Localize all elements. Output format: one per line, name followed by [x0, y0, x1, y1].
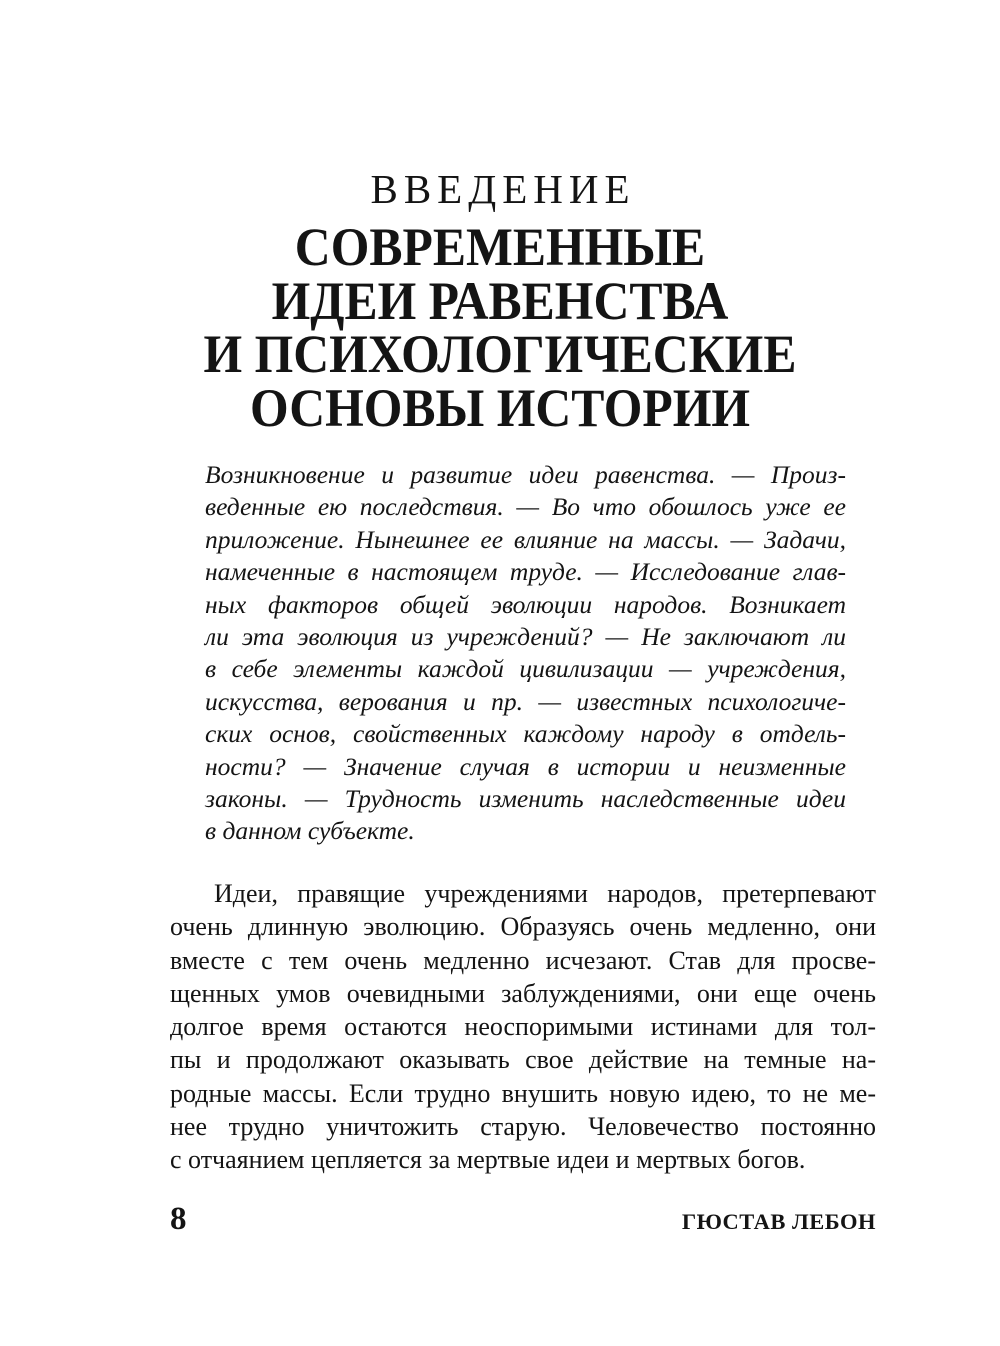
text-line: намеченные в настоящем труде. — Исследование глав-: [205, 557, 846, 587]
text-line: веденные ею последствия. — Во что обошлось уже ее: [205, 492, 846, 522]
text-line: нее трудно уничтожить старую. Человечество постоянно: [170, 1112, 876, 1142]
page-footer: [170, 1201, 876, 1237]
text-line: пы и продолжают оказывать свое действие на темные на-: [170, 1045, 876, 1075]
text-line: Идеи, правящие учреждениями народов, претерпевают: [214, 879, 876, 908]
text-line: приложение. Нынешнее ее влияние на массы. — Задачи,: [205, 524, 846, 554]
running-title: ГЮСТАВ ЛЕБОН: [681, 1209, 876, 1234]
chapter-kicker: ВВЕДЕНИЕ: [370, 166, 636, 212]
text-line: долгое время остаются неоспоримыми истинами для тол-: [170, 1012, 876, 1042]
text-line: в себе элементы каждой цивилизации — учреждения,: [205, 654, 846, 684]
text-line: ских основ, свойственных каждому народу в отдель-: [205, 719, 846, 749]
text-line: родные массы. Если трудно внушить новую идею, то не ме-: [170, 1078, 876, 1108]
page-number: 8: [170, 1201, 187, 1237]
text-line: ных факторов общей эволюции народов. Возникает: [205, 589, 846, 619]
text-line: ИДЕИ РАВЕНСТВА: [271, 270, 729, 331]
text-line: Возникновение и развитие идеи равенства. — Произ-: [205, 460, 846, 489]
body-paragraph: [170, 877, 876, 1177]
text-line: вместе с тем очень медленно исчезают. Став для просве-: [170, 945, 876, 975]
text-line: щенных умов очевидными заблуждениями, они еще очень: [170, 978, 876, 1008]
text-line: ли эта эволюция из учреждений? — Не заключают ли: [205, 622, 846, 652]
text-line: ности? — Значение случая в истории и неизменные: [205, 751, 846, 781]
chapter-summary: [205, 459, 846, 848]
text-line: законы. — Трудность изменить наследственные идеи: [205, 784, 846, 814]
text-line: с отчаянием цепляется за мертвые идеи и мертвых богов.: [170, 1145, 806, 1175]
text-line: ОСНОВЫ ИСТОРИИ: [249, 377, 751, 438]
text-line: очень длинную эволюцию. Образуясь очень медленно, они: [170, 912, 876, 942]
text-line: И ПСИХОЛОГИЧЕСКИЕ: [203, 324, 797, 384]
text-line: искусства, верования и пр. — известных психологиче-: [205, 686, 846, 716]
chapter-title: [0, 217, 1000, 438]
text-line: в данном субъекте.: [205, 816, 415, 846]
text-line: СОВРЕМЕННЫЕ: [294, 217, 706, 277]
